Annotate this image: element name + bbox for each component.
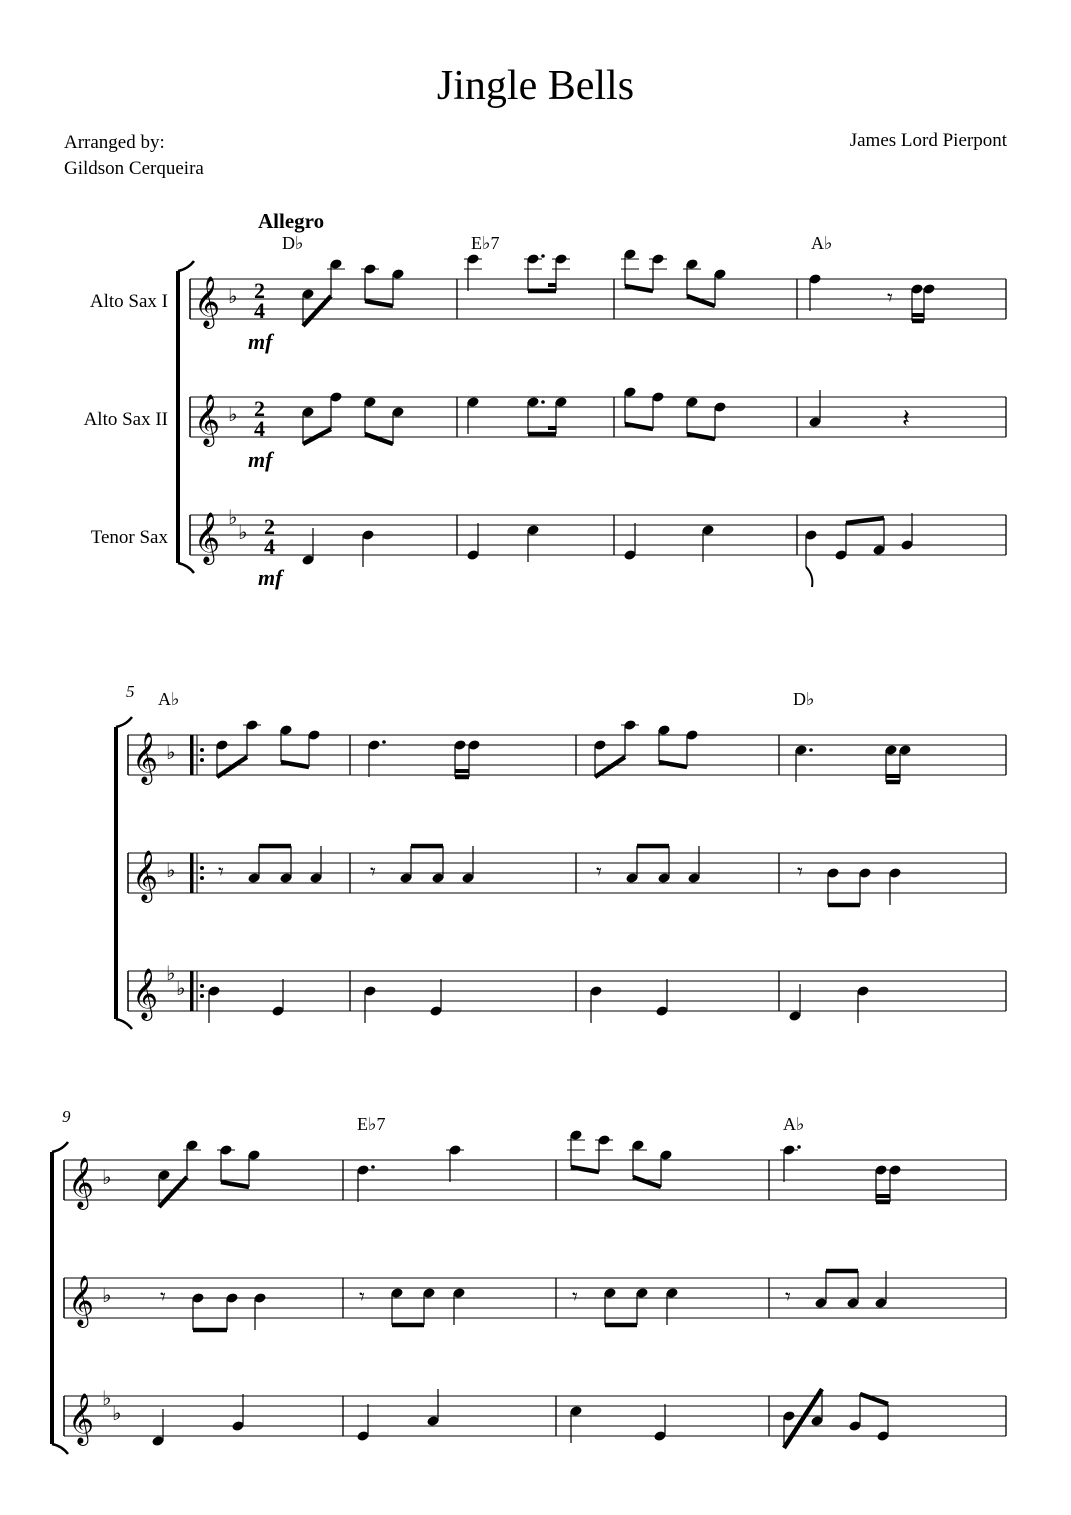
eighth-rest-icon: 𝄾 — [785, 1284, 791, 1309]
time-signature-bottom: 4 — [264, 534, 275, 559]
measure-number: 5 — [126, 682, 135, 701]
beam — [281, 762, 309, 767]
time-signature-bottom: 4 — [254, 416, 265, 441]
treble-clef-icon: 𝄞 — [68, 1276, 95, 1325]
quarter-rest-icon: 𝄽 — [902, 404, 910, 433]
system-bracket — [50, 1152, 54, 1444]
bracket-bottom-hook — [52, 1444, 68, 1454]
instrument-name: Tenor Sax — [90, 527, 168, 548]
treble-clef-icon: 𝄞 — [132, 851, 159, 900]
eighth-rest-icon: 𝄾 — [160, 1284, 166, 1309]
flat-icon: ♭ — [166, 860, 176, 882]
repeat-dot — [200, 748, 204, 752]
flag — [806, 567, 812, 587]
time-signature-top: 2 — [264, 514, 275, 539]
eighth-rest-icon: 𝄾 — [370, 859, 376, 884]
measure-number: 9 — [62, 1107, 71, 1126]
eighth-rest-icon: 𝄾 — [797, 859, 803, 884]
beam — [159, 1177, 187, 1207]
page-title: Jingle Bells — [436, 63, 635, 109]
bracket-top-hook — [178, 261, 194, 271]
treble-clef-icon: 𝄞 — [194, 395, 221, 444]
bracket-bottom-hook — [116, 1019, 132, 1029]
treble-clef-icon: 𝄞 — [68, 1158, 95, 1207]
repeat-dot — [200, 758, 204, 762]
dynamic-marking: mf — [248, 447, 273, 472]
flat-icon: ♭ — [102, 1285, 112, 1307]
composer-credit: James Lord Pierpont — [849, 130, 1007, 151]
beam — [625, 424, 653, 429]
instrument-name: Alto Sax I — [89, 291, 168, 312]
dynamic-marking: mf — [248, 329, 273, 354]
dot — [541, 400, 545, 404]
system-bracket — [114, 727, 118, 1019]
flat-icon: ♭ — [112, 1403, 122, 1425]
bracket-top-hook — [116, 717, 132, 727]
chord-symbol: E♭7 — [357, 1114, 386, 1134]
repeat-dot — [200, 866, 204, 870]
repeat-dot — [200, 876, 204, 880]
flat-icon: ♭ — [166, 963, 176, 985]
dot — [541, 254, 545, 258]
beam — [571, 1167, 599, 1172]
beam — [633, 1177, 661, 1187]
beam — [595, 757, 625, 777]
beam — [846, 518, 884, 523]
treble-clef-icon: 𝄞 — [132, 733, 159, 782]
dot — [809, 748, 813, 752]
eighth-rest-icon: 𝄾 — [218, 859, 224, 884]
system-bracket — [176, 271, 180, 563]
instrument-name: Alto Sax II — [83, 409, 168, 430]
chord-symbol: D♭ — [793, 689, 815, 709]
bracket-bottom-hook — [178, 563, 194, 573]
tempo-marking: Allegro — [258, 209, 325, 233]
flat-icon: ♭ — [102, 1167, 112, 1189]
beam — [687, 296, 715, 306]
beam — [659, 762, 687, 767]
dot — [382, 740, 386, 744]
chord-symbol: A♭ — [783, 1114, 805, 1134]
beam — [221, 1182, 249, 1187]
eighth-rest-icon: 𝄾 — [596, 859, 602, 884]
time-signature-bottom: 4 — [254, 298, 265, 323]
flat-icon: ♭ — [176, 978, 186, 1000]
flat-icon: ♭ — [228, 507, 238, 529]
treble-clef-icon: 𝄞 — [68, 1394, 95, 1443]
beam — [365, 301, 393, 306]
beam — [365, 434, 393, 444]
flat-icon: ♭ — [228, 404, 238, 426]
eighth-rest-icon: 𝄾 — [572, 1284, 578, 1309]
time-signature-top: 2 — [254, 278, 265, 303]
time-signature-top: 2 — [254, 396, 265, 421]
chord-symbol: A♭ — [811, 233, 833, 253]
repeat-thick-bar — [190, 853, 194, 893]
eighth-rest-icon: 𝄾 — [359, 1284, 365, 1309]
dot — [797, 1145, 801, 1149]
chord-symbol: E♭7 — [471, 233, 500, 253]
bracket-top-hook — [52, 1142, 68, 1152]
chord-symbol: D♭ — [282, 233, 304, 253]
chord-symbol: A♭ — [158, 689, 180, 709]
repeat-dot — [200, 984, 204, 988]
repeat-thick-bar — [190, 735, 194, 775]
treble-clef-icon: 𝄞 — [194, 513, 221, 562]
repeat-dot — [200, 994, 204, 998]
arranger-name: Gildson Cerqueira — [64, 158, 204, 179]
flat-icon: ♭ — [238, 522, 248, 544]
beam — [687, 434, 715, 439]
beam — [303, 296, 331, 326]
treble-clef-icon: 𝄞 — [194, 277, 221, 326]
dynamic-marking: mf — [258, 565, 283, 590]
beam — [217, 757, 247, 777]
beam — [625, 286, 653, 291]
repeat-thick-bar — [190, 971, 194, 1011]
flat-icon: ♭ — [102, 1388, 112, 1410]
flat-icon: ♭ — [166, 742, 176, 764]
arranger-label: Arranged by: — [64, 132, 165, 153]
eighth-rest-icon: 𝄾 — [887, 285, 893, 310]
treble-clef-icon: 𝄞 — [132, 969, 159, 1018]
flat-icon: ♭ — [228, 286, 238, 308]
dot — [371, 1165, 375, 1169]
